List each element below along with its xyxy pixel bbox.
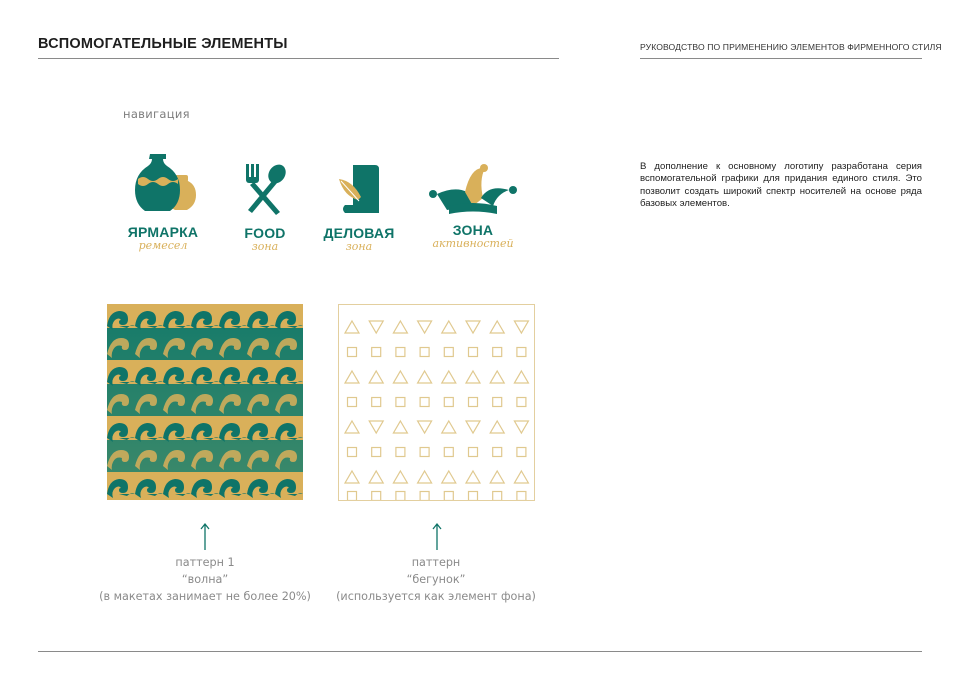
triangle-shape (514, 421, 528, 433)
triangle-shape (490, 321, 504, 333)
triangle-shape (442, 421, 456, 433)
square-shape (517, 492, 526, 501)
square-shape (420, 448, 429, 457)
triangle-shape (466, 471, 480, 483)
square-shape (396, 492, 405, 501)
square-shape (420, 492, 429, 501)
triangle-shape (442, 321, 456, 333)
square-shape (517, 448, 526, 457)
caption-line: (в макетах занимает не более 20%) (99, 590, 311, 603)
triangle-shape (393, 371, 407, 383)
logo-yarmarka (116, 152, 210, 252)
square-shape (444, 398, 453, 407)
logo-sub-text: ремесел (138, 239, 188, 252)
caption-line: паттерн 1 (175, 556, 235, 569)
logo-sub-text: зона (251, 240, 279, 253)
triangle-shape (490, 421, 504, 433)
square-shape (372, 398, 381, 407)
square-shape (348, 348, 357, 357)
logo-sub-text: активностей (432, 237, 514, 250)
logo-main-text: FOOD (244, 225, 286, 241)
triangle-shape (345, 321, 359, 333)
square-shape (444, 348, 453, 357)
logo-food (230, 162, 300, 253)
header-divider-right (640, 58, 922, 59)
square-shape (444, 492, 453, 501)
square-shape (396, 348, 405, 357)
triangle-shape (466, 421, 480, 433)
square-shape (469, 398, 478, 407)
caption-line: “бегунок” (406, 573, 466, 586)
triangle-shape (418, 371, 432, 383)
square-shape (517, 348, 526, 357)
square-shape (517, 398, 526, 407)
logo-zona-aktivnostey (420, 160, 526, 250)
triangle-shape (393, 421, 407, 433)
jester-hat-icon (427, 160, 519, 216)
footer-divider (38, 651, 922, 652)
square-shape (372, 492, 381, 501)
triangle-shape (418, 421, 432, 433)
logo-delovaya (316, 163, 402, 253)
logo-main-text: ЗОНА (452, 222, 494, 238)
triangle-shape (393, 321, 407, 333)
triangle-shape (442, 471, 456, 483)
triangle-shape (490, 471, 504, 483)
runner-shapes (339, 305, 534, 500)
square-shape (420, 398, 429, 407)
logo-main-text: ЯРМАРКА (127, 224, 199, 240)
square-shape (493, 448, 502, 457)
vase-icon (128, 152, 198, 216)
square-shape (348, 398, 357, 407)
caption-line: (используется как элемент фона) (336, 590, 536, 603)
header-divider-left (38, 58, 559, 59)
triangle-shape (369, 371, 383, 383)
square-shape (493, 348, 502, 357)
pattern-caption-wave (80, 554, 330, 605)
runner-pattern (338, 304, 535, 501)
triangle-shape (369, 321, 383, 333)
caption-line: паттерн (411, 556, 461, 569)
square-shape (469, 348, 478, 357)
navigation-label: навигация (123, 107, 190, 121)
triangle-shape (466, 321, 480, 333)
triangle-shape (393, 471, 407, 483)
square-shape (348, 448, 357, 457)
square-shape (372, 348, 381, 357)
pattern-caption-runner (311, 554, 561, 605)
triangle-shape (442, 371, 456, 383)
triangle-shape (490, 371, 504, 383)
square-shape (493, 492, 502, 501)
triangle-shape (466, 371, 480, 383)
square-shape (372, 448, 381, 457)
triangle-shape (345, 471, 359, 483)
triangle-shape (514, 321, 528, 333)
square-shape (444, 448, 453, 457)
square-shape (420, 348, 429, 357)
document-subtitle: РУКОВОДСТВО ПО ПРИМЕНЕНИЮ ЭЛЕМЕНТОВ ФИРМЕННОГО СТИЛЯ (640, 42, 942, 52)
triangle-shape (418, 321, 432, 333)
caption-line: “волна” (181, 573, 229, 586)
fork-spoon-icon (237, 162, 293, 216)
arrow-up-icon (431, 522, 443, 552)
triangle-shape (514, 471, 528, 483)
logo-main-text: ДЕЛОВАЯ (323, 225, 395, 241)
triangle-shape (345, 371, 359, 383)
square-shape (396, 448, 405, 457)
triangle-shape (369, 471, 383, 483)
square-shape (469, 448, 478, 457)
description-text: В дополнение к основному логотипу разработана серия вспомогательной графики для придания единого стиля. Это позволит создать широкий спектр носителей на основе ряда базовых элементов. (640, 161, 922, 210)
square-shape (396, 398, 405, 407)
triangle-shape (369, 421, 383, 433)
square-shape (469, 492, 478, 501)
scroll-quill-icon (331, 163, 387, 217)
logo-sub-text: зона (345, 240, 373, 253)
square-shape (493, 398, 502, 407)
wave-pattern (107, 304, 303, 500)
page-title: ВСПОМОГАТЕЛЬНЫЕ ЭЛЕМЕНТЫ (38, 36, 288, 52)
triangle-shape (514, 371, 528, 383)
square-shape (348, 492, 357, 501)
triangle-shape (418, 471, 432, 483)
triangle-shape (345, 421, 359, 433)
arrow-up-icon (199, 522, 211, 552)
